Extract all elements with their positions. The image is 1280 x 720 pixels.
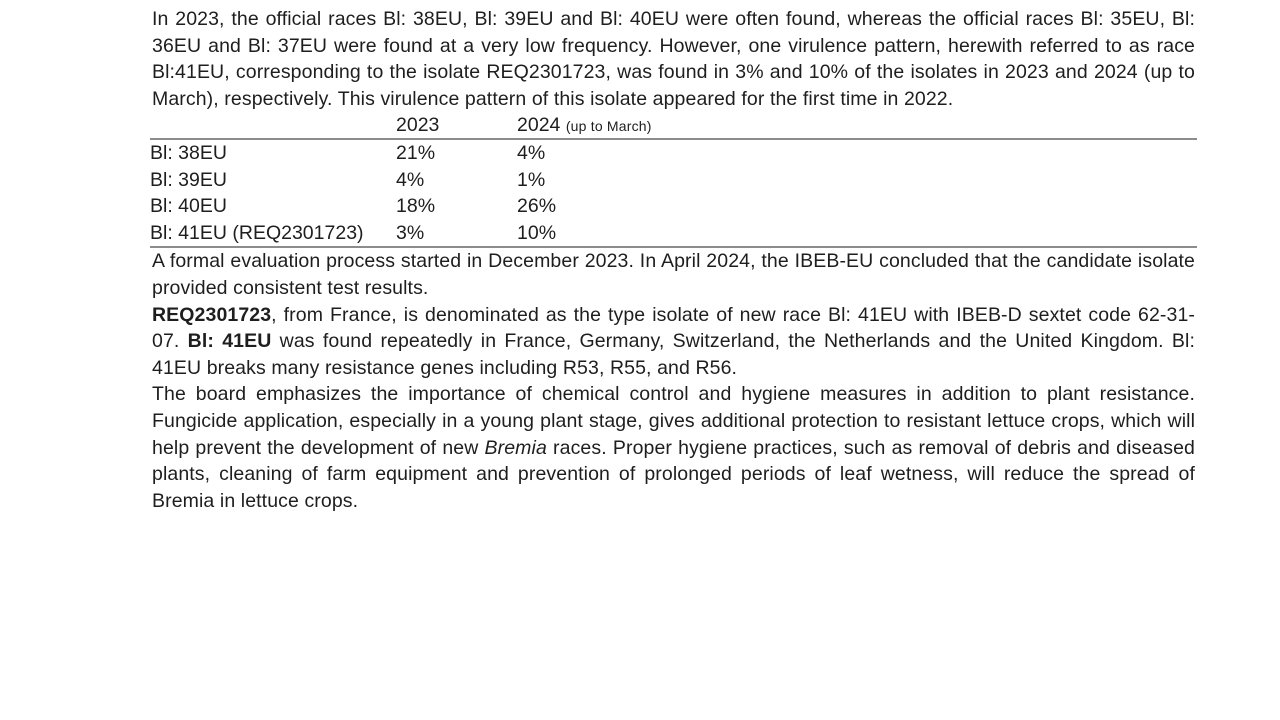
paragraph-evaluation-process — [152, 248, 1195, 301]
race-name-cell: Bl: 41EU (REQ2301723) — [150, 221, 364, 244]
pct-2024-cell: 1% — [517, 168, 546, 191]
paragraph-race-frequencies — [152, 6, 1195, 112]
paragraph-text: was found repeatedly in France, Germany, Switzerland, the Netherlands and the United Kingdom. Bl: 41EU breaks many resistance genes including R53, R55, and R56. — [152, 330, 1195, 379]
document-content — [152, 6, 1195, 514]
paragraph-text: , from France, is denominated as the type isolate of new race Bl: 41EU with IBEB-D sextet code 62-31-07. — [152, 303, 1195, 353]
table-row — [150, 220, 1197, 247]
pct-2024-cell: 10% — [517, 221, 557, 244]
race-name-cell: Bl: 38EU — [150, 142, 227, 165]
pct-2024-cell: 4% — [517, 142, 546, 165]
pct-2024-cell: 26% — [517, 195, 557, 218]
paragraph-text: In 2023, the official races Bl: 38EU, Bl: 39EU and Bl: 40EU were often found, whereas the official races Bl: 35EU, Bl: 36EU and Bl: 37EU were found at a very low frequency. However, one virulence pattern, herewith referred to as race Bl:41EU, corresponding to the isolate REQ2301723, was found in 3% and 10% of the isolates in 2023 and 2024 (up to March), respectively. This virulence pattern of this isolate appeared for the first time in 2022. — [152, 8, 1195, 110]
table-header-2023: 2023 — [396, 114, 440, 137]
table-body — [150, 140, 1197, 248]
race-name-cell: Bl: 40EU — [150, 195, 227, 218]
race-name-bold: Bl: 41EU — [187, 330, 272, 353]
table-row — [150, 140, 1197, 167]
pct-2023-cell: 4% — [396, 168, 425, 191]
race-frequency-table — [150, 114, 1197, 248]
paragraph-text: races. Proper hygiene practices, such as removal of debris and diseased plants, cleaning of farm equipment and prevention of prolonged periods of leaf wetness, will reduce the spread of Bremia in lettuce crops. — [152, 436, 1195, 512]
table-header-2024-note: (up to March) — [565, 118, 652, 135]
table-header-2024-year: 2024 — [517, 114, 561, 137]
bremia-italic: Bremia — [484, 436, 547, 459]
paragraph-board-recommendations — [152, 381, 1195, 514]
table-row — [150, 167, 1197, 194]
table-header-2024 — [517, 114, 1197, 138]
pct-2023-cell: 18% — [396, 195, 436, 218]
race-name-cell: Bl: 39EU — [150, 168, 227, 191]
pct-2023-cell: 21% — [396, 142, 436, 165]
paragraph-text: A formal evaluation process started in December 2023. In April 2024, the IBEB-EU concluded that the candidate isolate provided consistent test results. — [152, 250, 1195, 299]
isolate-code-bold: REQ2301723 — [152, 303, 272, 326]
paragraph-type-isolate — [152, 302, 1195, 382]
pct-2023-cell: 3% — [396, 221, 425, 244]
table-header-row — [150, 114, 1197, 140]
table-row — [150, 193, 1197, 220]
table-header-race — [150, 114, 396, 138]
paragraph-text: The board emphasizes the importance of chemical control and hygiene measures in addition to plant resistance. Fungicide application, especially in a young plant stage, gives additional protection to resistant lettuce crops, which will help prevent the development of new — [152, 383, 1195, 459]
